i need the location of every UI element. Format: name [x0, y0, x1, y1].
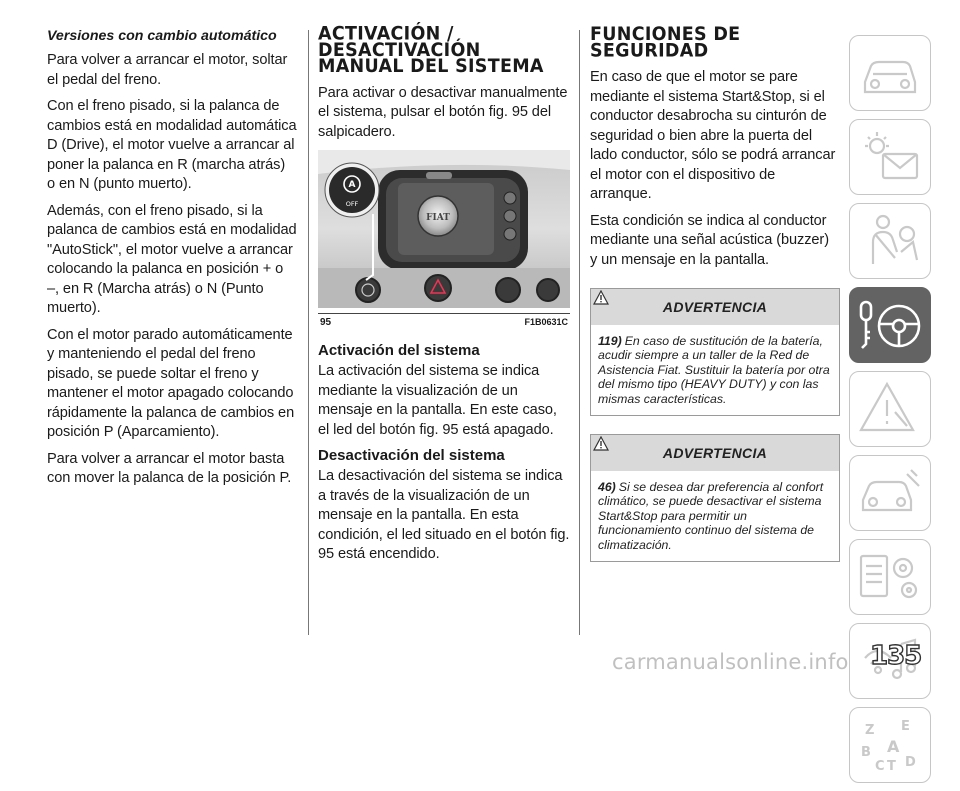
off-button-label: OFF — [345, 200, 359, 208]
svg-text:A: A — [348, 180, 356, 190]
heading-line: ACTIVACIÓN / — [318, 23, 454, 45]
warning-triangle-icon — [593, 436, 609, 451]
column-divider — [308, 30, 309, 635]
heading-line: MANUAL DEL SISTEMA — [318, 56, 544, 78]
tab-maintenance[interactable] — [849, 455, 931, 531]
warning-ref: 46) — [598, 480, 616, 495]
alphabetical-index-icon — [857, 716, 923, 774]
column-divider — [579, 30, 580, 635]
activation-title: Activación del sistema — [318, 342, 480, 359]
index-letter: D — [905, 755, 916, 770]
index-letter: Z — [865, 723, 875, 738]
figure-number: 95 — [320, 317, 332, 328]
tab-dashboard[interactable] — [849, 35, 931, 111]
warning-title: ADVERTENCIA — [662, 299, 768, 315]
warning-header — [591, 289, 839, 325]
index-letter: C — [875, 759, 885, 774]
warning-ref: 119) — [598, 334, 622, 348]
index-letter: B — [861, 745, 871, 760]
watermark: carmanualsonline.info — [612, 650, 849, 674]
tab-lights[interactable] — [849, 119, 931, 195]
specs-gears-icon — [857, 548, 923, 606]
warning-text: En caso de sustitución de la batería, acudir siempre a un taller de la Red de Asistencia Fiat. Sustituir la batería por otra del mismo tipo (HEAVY DUTY) y con las mismas características. — [598, 334, 830, 406]
warning-triangle-car-icon — [857, 380, 923, 438]
dashboard-photo — [318, 150, 570, 308]
section-heading-safety — [590, 24, 840, 62]
figure-95 — [318, 150, 570, 336]
page-number: 135 — [870, 641, 922, 671]
warning-box — [590, 288, 840, 416]
warning-box — [590, 434, 840, 562]
paragraph: Con el motor parado automáticamente y manteniendo el pedal del freno pisado, se puede soltar el freno y mantener el motor apagado colocando rápidamente la palanca de cambios en posición P (Aparcamiento). — [47, 326, 295, 440]
activation-text: La activación del sistema se indica mediante la visualización de un mensaje en la pantalla. En este caso, el led del botón fig. 95 está apagado. — [318, 363, 557, 438]
car-wrench-icon — [857, 464, 923, 522]
paragraph: Para volver a arrancar el motor basta con mover la palanca de la posición P. — [47, 450, 292, 486]
warning-text: Si se desea dar preferencia al confort climático, se puede desactivar el sistema Start&Stop para permitir un funcionamiento continuo del sistema de climatización. — [598, 480, 824, 552]
heading-line: SEGURIDAD — [590, 40, 709, 62]
deactivation-title: Desactivación del sistema — [318, 447, 505, 464]
figure-code: F1B0631C — [524, 317, 568, 327]
subheading-automatic: Versiones con cambio automático — [47, 28, 277, 44]
paragraph: Esta condición se indica al conductor mediante una señal acústica (buzzer) y un mensaje en la pantalla. — [590, 212, 829, 268]
tab-safety[interactable] — [849, 203, 931, 279]
tab-specifications[interactable] — [849, 539, 931, 615]
warning-title: ADVERTENCIA — [662, 445, 768, 462]
paragraph: Para volver a arrancar el motor, soltar el pedal del freno. — [47, 52, 288, 88]
figure-rule — [318, 313, 570, 314]
key-steering-wheel-icon — [857, 296, 923, 354]
heading-line: DESACTIVACIÓN — [318, 39, 481, 61]
paragraph: En caso de que el motor se pare mediante el sistema Start&Stop, si el conductor desabrocha su cinturón de seguridad o bien abre la puerta del lado conductor, sólo se podrá arrancar el motor con el dispositivo de arranque. — [590, 69, 836, 202]
car-dashboard-icon — [857, 44, 923, 102]
column-3 — [590, 24, 840, 562]
index-letter: E — [901, 719, 910, 734]
column-2 — [318, 23, 570, 572]
seatbelt-airbag-icon — [857, 212, 923, 270]
heading-line: FUNCIONES DE — [590, 24, 741, 46]
warning-body — [591, 325, 839, 415]
index-letter: T — [887, 759, 896, 774]
paragraph: Con el freno pisado, si la palanca de cambios está en modalidad automática D (Drive), el motor vuelve a arrancar al poner la palanca en R (marcha atrás) o en N (punto muerto). — [47, 98, 297, 192]
warning-body — [591, 471, 839, 561]
index-letter: A — [887, 737, 900, 756]
tab-emergency[interactable] — [849, 371, 931, 447]
lights-message-icon — [857, 128, 923, 186]
paragraph: Además, con el freno pisado, si la palanca de cambios está en modalidad "AutoStick", el motor vuelve a arrancar colocando la palanca en posición + o –, en R (Marcha atrás) o N (Punto muerto). — [47, 202, 297, 316]
intro-paragraph: Para activar o desactivar manualmente el sistema, pulsar el botón fig. 95 del salpicadero. — [318, 84, 568, 140]
fiat-logo-text: FIAT — [426, 213, 450, 223]
section-heading-activation — [318, 23, 570, 78]
warning-triangle-icon — [593, 290, 609, 305]
deactivation-text: La desactivación del sistema se indica a través de la visualización de un mensaje en la pantalla. En esta condición, el led situado en el botón fig. 95 está encendido. — [318, 468, 570, 562]
warning-header — [591, 435, 839, 471]
tab-starting-driving[interactable] — [849, 287, 931, 363]
column-1 — [47, 28, 297, 496]
tab-index[interactable] — [849, 707, 931, 783]
